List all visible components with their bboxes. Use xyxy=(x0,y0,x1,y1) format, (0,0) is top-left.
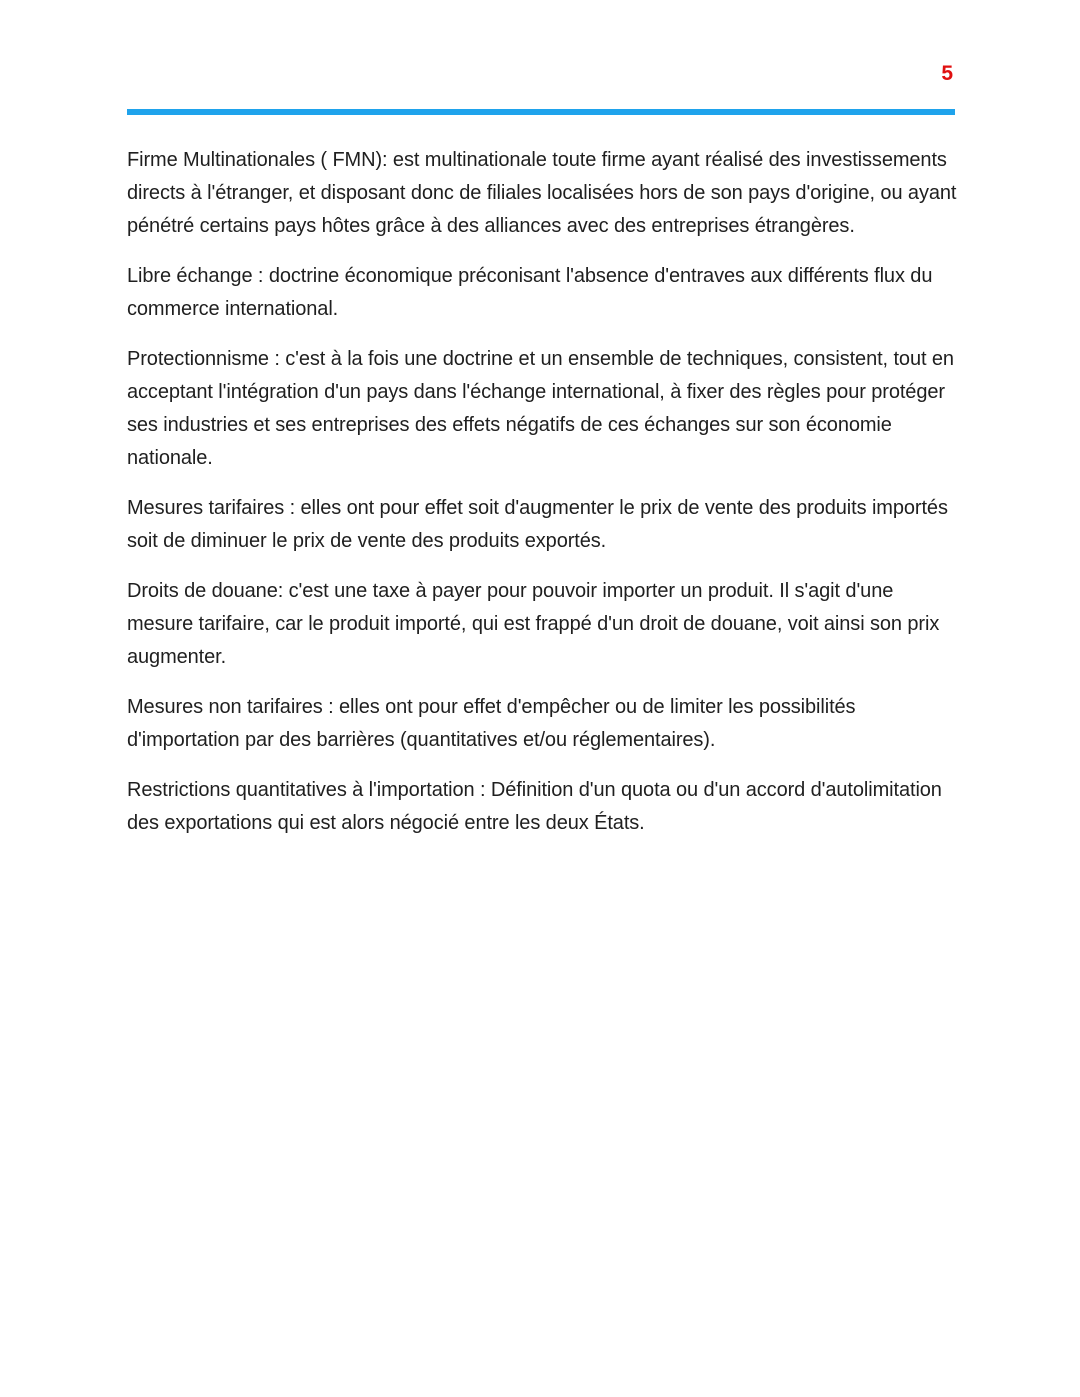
definition-protectionnisme: Protectionnisme : c'est à la fois une doctrine et un ensemble de techniques, consistent, tout en acceptant l'intégration d'un pays dans l'échange international, à fixer des règles pour protéger ses industries et ses entreprises des effets négatifs de ces échanges sur son économie nationale. xyxy=(127,348,954,469)
definition-fmn: Firme Multinationales ( FMN): est multinationale toute firme ayant réalisé des investissements directs à l'étranger, et disposant donc de filiales localisées hors de son pays d'origine, ou ayant pénétré certains pays hôtes grâce à des alliances avec des entreprises étrangères. xyxy=(127,149,957,237)
definition-restrictions-quantitatives: Restrictions quantitatives à l'importation : Définition d'un quota ou d'un accord d'autolimitation des exportations qui est alors négocié entre les deux États. xyxy=(127,779,942,834)
header-rule xyxy=(127,109,955,115)
definition-mesures-non-tarifaires: Mesures non tarifaires : elles ont pour effet d'empêcher ou de limiter les possibilités d'importation par des barrières (quantitatives et/ou réglementaires). xyxy=(127,696,856,751)
definition-droits-de-douane: Droits de douane: c'est une taxe à payer pour pouvoir importer un produit. Il s'agit d'une mesure tarifaire, car le produit importé, qui est frappé d'un droit de douane, voit ainsi son prix augmenter. xyxy=(127,580,940,668)
definition-mesures-tarifaires: Mesures tarifaires : elles ont pour effet soit d'augmenter le prix de vente des produits importés soit de diminuer le prix de vente des produits exportés. xyxy=(127,497,948,552)
document-body xyxy=(127,144,957,857)
definition-libre-echange: Libre échange : doctrine économique préconisant l'absence d'entraves aux différents flux du commerce international. xyxy=(127,265,933,320)
page-number: 5 xyxy=(941,62,953,85)
